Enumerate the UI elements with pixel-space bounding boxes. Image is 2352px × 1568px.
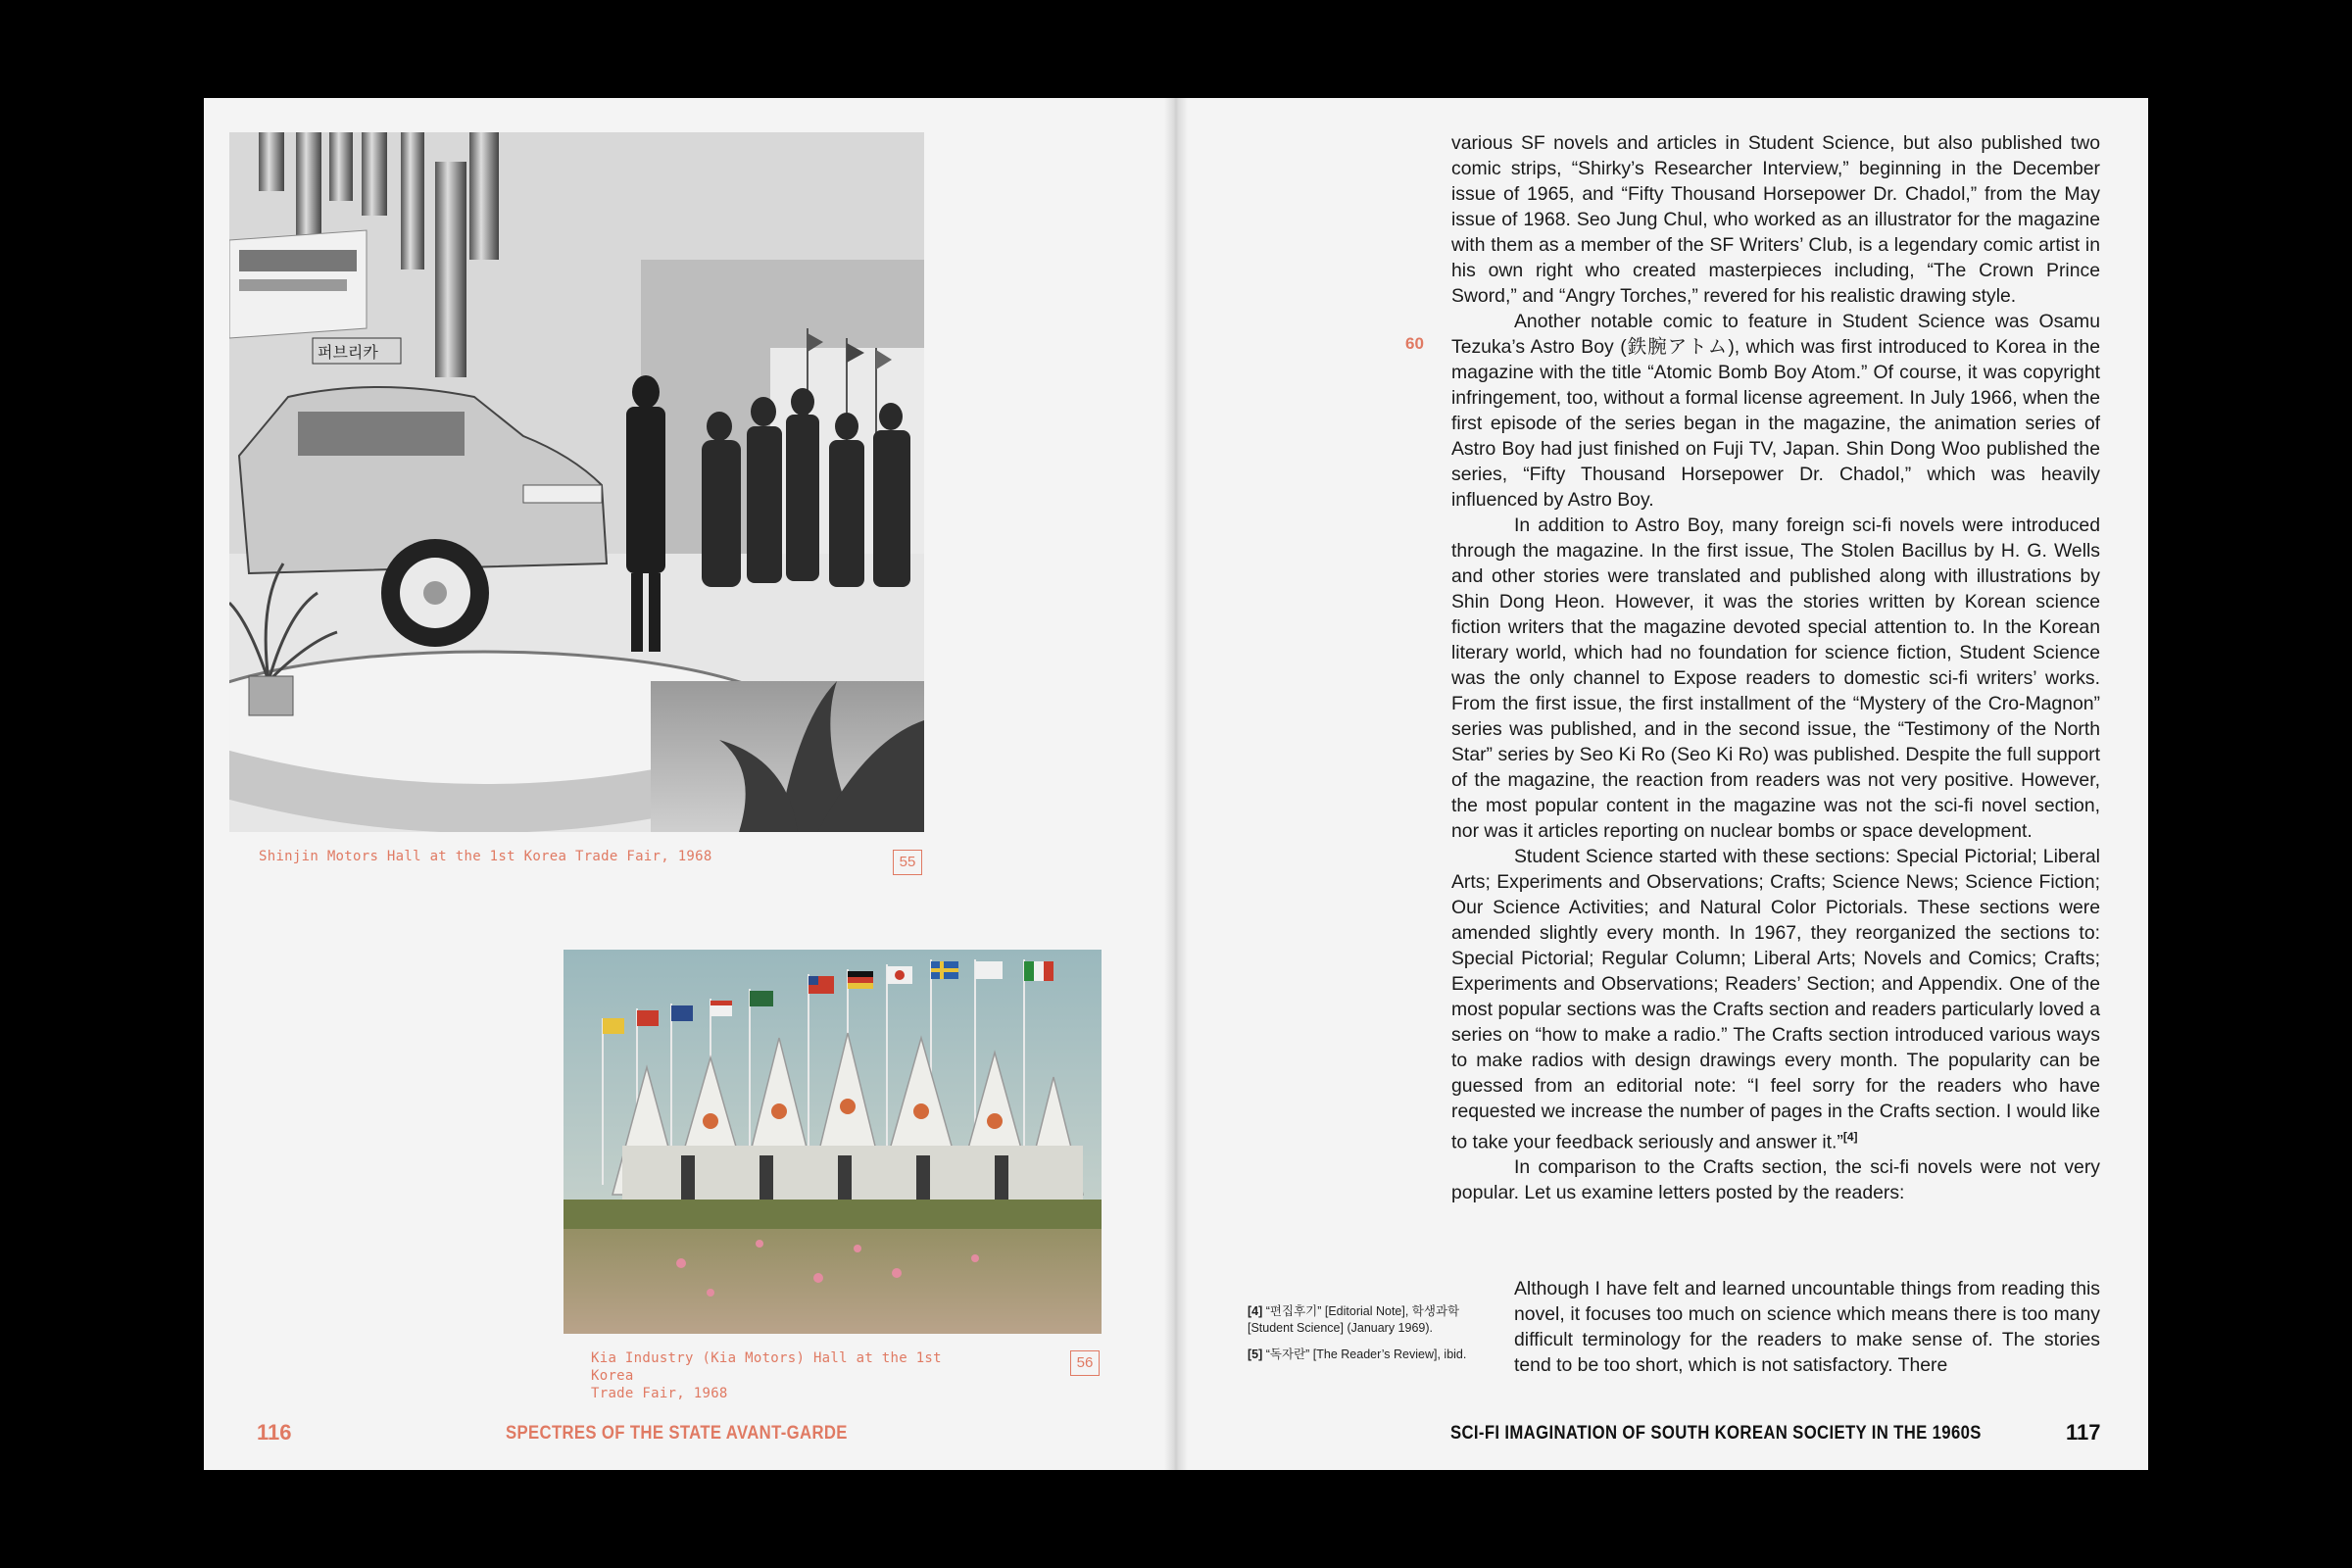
page-number-left: 116 — [257, 1420, 292, 1445]
block-quote: Although I have felt and learned uncountable things from reading this novel, it focuses too much on science which means there is too many difficult terminology for the readers to make sense of. The stories tend to be too short, which is not satisfactory. There — [1514, 1278, 2100, 1376]
paragraph-2: Another notable comic to feature in Student Science was Osamu Tezuka’s Astro Boy (鉄腕アトム), which was first introduced to Korea in the magazine with the title “Atomic Bomb Boy Atom.” Of course, it was copyright infringement, too, without a formal license agreement. In July 1966, when the first episode of the series began in the magazine, the animation series of Astro Boy had just finished on Fuji TV, Japan. Shin Dong Woo published the series, “Fifty Thousand Horsepower Dr. Chadol,” which was heavily influenced by Astro Boy. — [1451, 311, 2100, 511]
body-text — [1451, 130, 2100, 1205]
photo-kia-industry-hall — [564, 950, 1102, 1334]
page-number-right: 117 — [2066, 1420, 2101, 1445]
paragraph-1: various SF novels and articles in Student Science, but also published two comic strips, “Shirky’s Researcher Interview,” beginning in the December issue of 1965, and “Fifty Thousand Horsepower Dr. Chadol,” from the May issue of 1968. Seo Jung Chul, who worked as an illustrator for the magazine with them as a member of the SF Writers’ Club, is a legendary comic artist in his own right who created masterpieces including, “The Crown Prince Sword,” and “Angry Torches,” revered for his realistic drawing style. — [1451, 132, 2100, 307]
running-head-left: SPECTRES OF THE STATE AVANT-GARDE — [506, 1423, 848, 1444]
footnote-ref-4: [4] — [1842, 1130, 1858, 1144]
showroom-sign-text: 퍼브리카 — [318, 343, 378, 362]
footnote-5-number: [5] — [1248, 1348, 1263, 1361]
footnotes — [1248, 1303, 1493, 1373]
margin-figure-reference: 60 — [1405, 334, 1424, 353]
book-gutter — [1164, 98, 1188, 1470]
figure-number-56: 56 — [1070, 1350, 1100, 1376]
photo2-caption-line2: Trade Fair, 1968 — [591, 1386, 728, 1401]
photo2-caption-line1: Kia Industry (Kia Motors) Hall at the 1st Korea — [591, 1350, 942, 1384]
footnote-4-text: “편집후기” [Editorial Note], 학생과학 [Student Science] (January 1969). — [1248, 1304, 1460, 1335]
footnote-4 — [1248, 1303, 1493, 1337]
footnote-5-text: “독자란” [The Reader’s Review], ibid. — [1265, 1348, 1467, 1361]
running-head-right: SCI-FI IMAGINATION OF SOUTH KOREAN SOCIETY IN THE 1960S — [1450, 1423, 1982, 1444]
photo2-caption — [591, 1349, 963, 1402]
paragraph-4-text: Student Science started with these sections: Special Pictorial; Liberal Arts; Experiments and Observations; Crafts; Science News; Science Fiction; Our Science Activities; and Natural Color Pictorials. These sections were amended slightly every month. In 1967, they reorganized the sections to: Special Pictorial; Regular Column; Liberal Arts; Novels and Comics; Crafts; Experiments and Observations; Readers’ Section; and Appendix. One of the most popular sections was the Crafts section and readers particularly loved a series on “how to make a radio.” The Crafts section introduced various ways to make radios with design drawings every month. The popularity can be guessed from an editorial note: “I feel sorry for the readers who have requested we increase the number of pages in the Crafts section. I would like to take your feedback seriously and answer it.” — [1451, 846, 2100, 1153]
paragraph-4 — [1451, 844, 2100, 1154]
paragraph-3: In addition to Astro Boy, many foreign sci-fi novels were introduced through the magazine. In the first issue, The Stolen Bacillus by H. G. Wells and other stories were translated and published along with illustrations by Shin Dong Heon. However, it was the stories written by Korean science fiction writers that the magazine devoted special attention to. In the Korean literary world, which had no foundation for science fiction, Student Science was the only channel to Expose readers to domestic sci-fi writers’ works. From the first issue, the first installment of the “Mystery of the Cro-Magnon” series was published, and in the second issue, the “Testimony of the North Star” series by Seo Ki Ro (Seo Ki Ro) was published. Despite the full support of the magazine, the reaction from readers was not very positive. However, the most popular content in the magazine was not the sci-fi novel section, nor was it articles reporting on nuclear bombs or space development. — [1451, 514, 2100, 842]
footnote-4-number: [4] — [1248, 1304, 1263, 1318]
photo1-caption: Shinjin Motors Hall at the 1st Korea Trade Fair, 1968 — [259, 849, 712, 864]
photo-shinjin-motors-hall — [229, 132, 924, 832]
figure-number-55: 55 — [893, 850, 922, 875]
footnote-5 — [1248, 1347, 1493, 1363]
paragraph-5: In comparison to the Crafts section, the sci-fi novels were not very popular. Let us examine letters posted by the readers: — [1451, 1156, 2100, 1204]
